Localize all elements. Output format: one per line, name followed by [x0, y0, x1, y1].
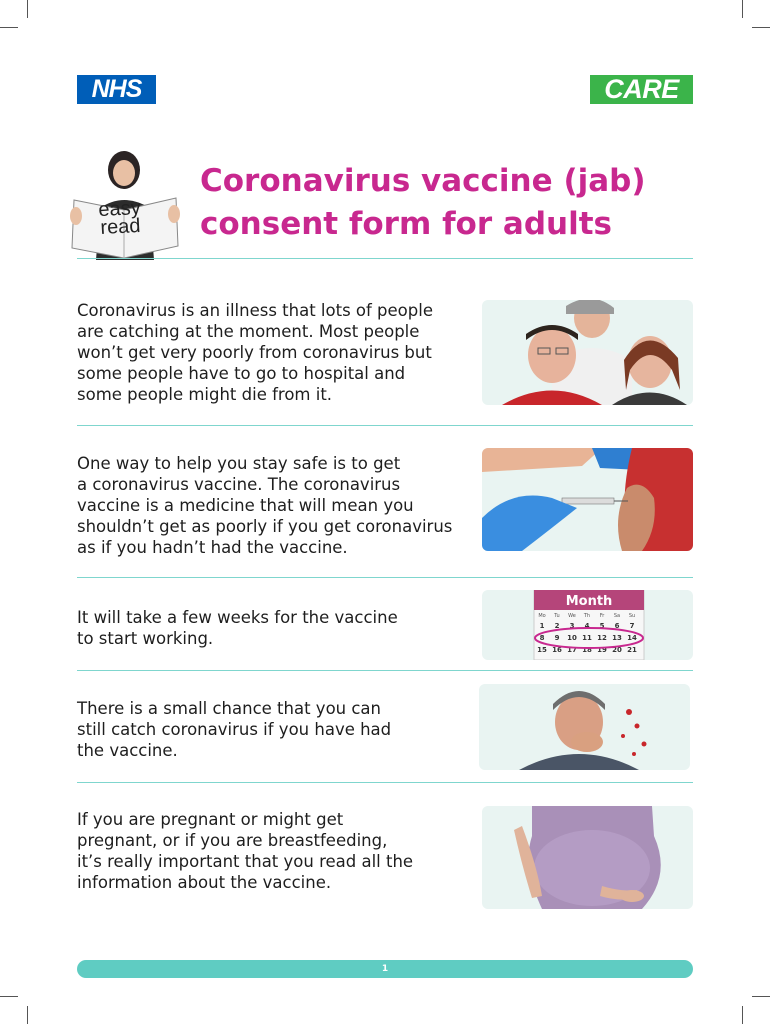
section-divider — [77, 425, 693, 426]
cal-date: 18 — [582, 646, 592, 654]
sick-people-image — [482, 300, 693, 405]
cal-date: 8 — [539, 634, 545, 642]
cal-date: 5 — [599, 622, 605, 630]
crop-mark — [27, 1006, 28, 1024]
cal-date: 9 — [554, 634, 560, 642]
cal-date: 4 — [584, 622, 590, 630]
title-line-1: Coronavirus vaccine (jab) — [200, 163, 646, 199]
cal-date: 1 — [539, 622, 545, 630]
cal-date: 6 — [614, 622, 620, 630]
vaccine-injection-image — [482, 448, 693, 551]
section-2-text: One way to help you stay safe is to get a coronavirus vaccine. The coronavirus vaccine is a medicine that will mean you shouldn’t get as poorly if you get coronavirus as if you hadn’t had the vaccine. — [77, 454, 453, 557]
page-number-bar — [77, 960, 693, 978]
crop-mark — [27, 0, 28, 18]
easy-read-badge: easy read — [97, 196, 142, 240]
page-number: 1 — [381, 964, 389, 974]
cal-day: Mo — [538, 613, 546, 619]
cal-date: 15 — [537, 646, 547, 654]
section-divider — [77, 670, 693, 671]
section-4-text: There is a small chance that you can still catch coronavirus if you have had the vaccine. — [77, 699, 392, 760]
cal-date: 3 — [569, 622, 575, 630]
crop-mark — [0, 996, 18, 997]
cal-day: Sa — [613, 613, 621, 619]
section-3-text: It will take a few weeks for the vaccine to start working. — [77, 608, 398, 648]
section-divider — [77, 577, 693, 578]
calendar-image — [482, 590, 693, 660]
pregnant-woman-image — [482, 806, 693, 909]
cal-day: Th — [583, 613, 591, 619]
cal-date: 19 — [597, 646, 607, 654]
page-title — [200, 160, 680, 246]
cal-day: Tu — [554, 613, 560, 619]
care-logo: CARE — [590, 75, 693, 104]
crop-mark — [742, 0, 743, 18]
calendar-heading: Month — [565, 594, 613, 609]
cal-date: 7 — [629, 622, 635, 630]
coughing-man-image — [479, 684, 690, 770]
cal-date: 21 — [627, 646, 637, 654]
cal-date: 17 — [567, 646, 577, 654]
cal-date: 16 — [552, 646, 562, 654]
cal-date: 11 — [582, 634, 592, 642]
section-divider — [77, 782, 693, 783]
title-line-2: consent form for adults — [200, 206, 613, 242]
crop-mark — [752, 996, 770, 997]
cal-day: Fr — [599, 613, 605, 619]
section-5-text: If you are pregnant or might get pregnant, or if you are breastfeeding, it’s really important that you read all the information about the vaccine. — [77, 810, 414, 892]
nhs-logo: NHS — [77, 75, 156, 104]
cal-date: 20 — [612, 646, 622, 654]
crop-mark — [742, 1006, 743, 1024]
cal-date: 13 — [612, 634, 622, 642]
cal-day: We — [568, 613, 576, 619]
cal-date: 2 — [554, 622, 560, 630]
cal-day: Su — [628, 613, 636, 619]
cal-date: 14 — [627, 634, 637, 642]
cal-date: 12 — [597, 634, 607, 642]
cal-date: 10 — [567, 634, 577, 642]
section-1-text: Coronavirus is an illness that lots of people are catching at the moment. Most people won’t get very poorly from coronavirus but some people have to go to hospital and some people might die from it. — [77, 301, 433, 404]
crop-mark — [0, 27, 18, 28]
section-divider — [77, 258, 693, 259]
crop-mark — [752, 27, 770, 28]
